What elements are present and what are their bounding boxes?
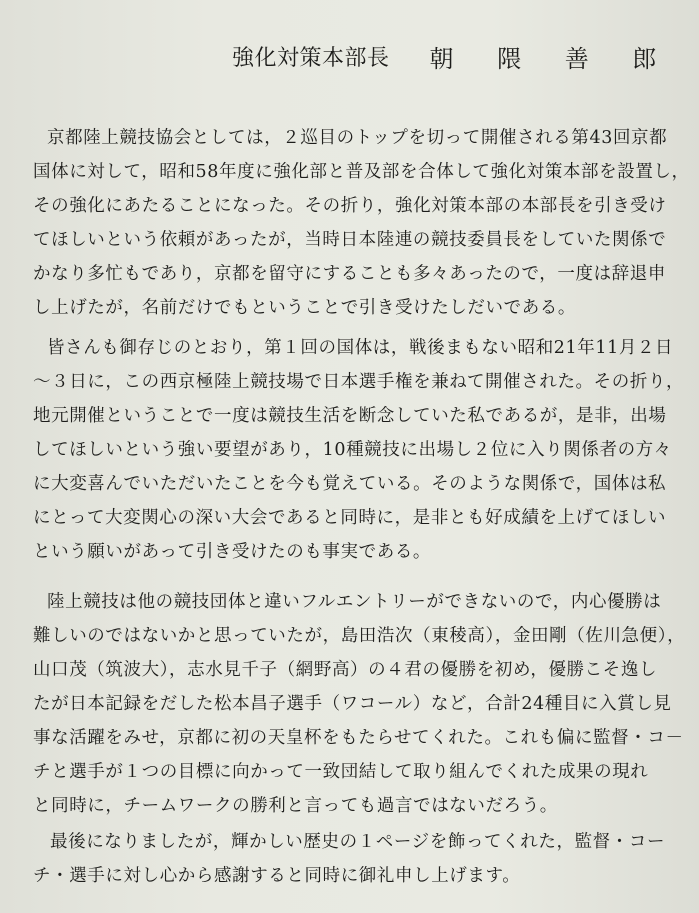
text-line: 事な活躍をみせ，京都に初の天皇杯をもたらせてくれた。これも偏に監督・コ－ [33, 728, 684, 748]
text-line: てほしいという依頼があったが，当時日本陸連の競技委員長をしていた関係で [33, 230, 667, 250]
text-line: してほしいという強い要望があり，10種競技に出場し２位に入り関係者の方々 [33, 440, 672, 460]
article-header [232, 36, 679, 76]
article-title: 強化対策本部長 [232, 45, 390, 71]
text-line: という願いがあって引き受けたのも事実である。 [33, 542, 432, 562]
text-line: チと選手が１つの目標に向かって一致団結して取り組んでくれた成果の現れ [33, 762, 649, 782]
text-line: にとって大変関心の深い大会であると同時に，是非とも好成績を上げてほしい [33, 508, 667, 528]
text-line: 国体に対して，昭和58年度に強化部と普及部を合体して強化対策本部を設置し， [33, 162, 690, 182]
text-line: 難しいのではないかと思っていたが，島田浩次（東稜高），金田剛（佐川急便）， [33, 626, 686, 646]
text-line: 皆さんも御存じのとおり，第１回の国体は，戦後まもない昭和21年11月２日 [47, 338, 674, 358]
text-line: かなり多忙もであり，京都を留守にすることも多々あったので，一度は辞退申 [33, 264, 666, 284]
text-line: 地元開催ということで一度は競技生活を断念していた私であるが，是非，出場 [33, 406, 667, 426]
text-line: し上げたが，名前だけでもということで引き受けたしだいである。 [33, 298, 576, 318]
text-line: チ・選手に対し心から感謝すると同時に御礼申し上げます。 [33, 866, 521, 886]
text-line: 最後になりましたが，輝かしい歴史の１ページを飾ってくれた，監督・コー [50, 832, 666, 852]
text-line: たが日本記録をだした松本昌子選手（ワコール）など，合計24種目に入賞し見 [33, 694, 672, 714]
text-line: 山口茂（筑波大），志水見千子（網野高）の４君の優勝を初め，優勝こそ逸し [33, 660, 658, 680]
text-line: 京都陸上競技協会としては，２巡目のトップを切って開催される第43回京都 [47, 128, 668, 148]
text-line: その強化にあたることになった。その折り，強化対策本部の本部長を引き受け [33, 196, 667, 216]
author-name: 朝 隈 善 郎 [429, 44, 675, 73]
text-line: と同時に，チームワークの勝利と言っても過言ではないだろう。 [33, 796, 558, 816]
text-line: 陸上競技は他の競技団体と違いフルエントリーができないので，内心優勝は [47, 592, 662, 612]
text-line: ～３日に，この西京極陸上競技場で日本選手権を兼ねて開催された。その折り， [33, 372, 685, 392]
text-line: に大変喜んでいただいたことを今も覚えている。そのような関係で，国体は私 [33, 474, 667, 494]
